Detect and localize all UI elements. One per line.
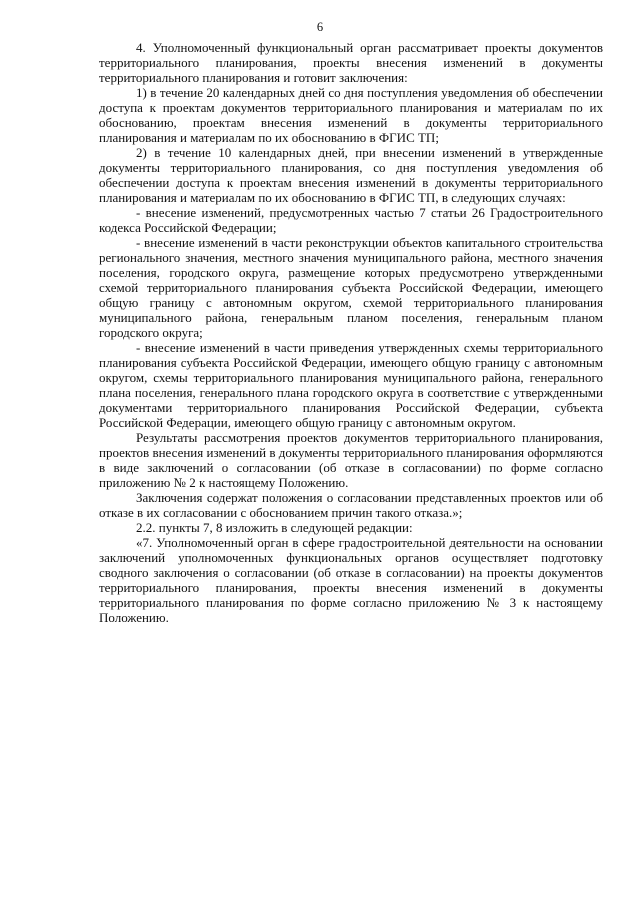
- paragraph-2-2: 2.2. пункты 7, 8 изложить в следующей редакции:: [136, 520, 413, 535]
- paragraph-7: «7. Уполномоченный орган в сфере градостроительной деятельности на основании заключений уполномоченных функциональных органов осуществляет подготовку сводного заключения о согласовании (об отказе в согласовании) на проекты документов территориального планирования, проекты внесения изменений в документы территориального планирования по форме согласно приложению № 3 к настоящему Положению.: [99, 535, 603, 625]
- page-number: 6: [316, 20, 324, 34]
- paragraph-results: Результаты рассмотрения проектов документов территориального планирования, проектов внесения изменений в документы территориального планирования оформляются в виде заключений о согласовании (об отказе в согласовании) по форме согласно приложению № 2 к настоящему Положению.: [99, 430, 603, 490]
- paragraph-item-1: 1) в течение 20 календарных дней со дня поступления уведомления об обеспечении доступа к проектам документов территориального планирования и материалам по их обоснованию, проектам внесения изменений в документы территориального планирования и материалам по их обоснованию в ФГИС ТП;: [99, 85, 603, 145]
- paragraph-conclusions: Заключения содержат положения о согласовании представленных проектов или об отказе в их согласовании с обоснованием причин такого отказа.»;: [99, 490, 603, 520]
- bullet-item-2: - внесение изменений в части реконструкции объектов капитального строительства регионального значения, местного значения муниципального района, местного значения поселения, городского округа, размещение которых предусмотрено утвержденными схемой территориального планирования субъекта Российской Федерации, имеющего общую границу с автономным округом, схемой территориального планирования муниципального района, генеральным планом поселения, генеральным планом городского округа;: [99, 235, 603, 340]
- bullet-item-3: - внесение изменений в части приведения утвержденных схемы территориального планирования субъекта Российской Федерации, имеющего общую границу с автономным округом, схемы территориального планирования муниципального района, генерального плана поселения, генерального плана городского округа в соответствие с утвержденными документами территориального планирования Российской Федерации, субъекта Российской Федерации, имеющего общую границу с автономным округом.: [99, 340, 603, 430]
- bullet-item-1: - внесение изменений, предусмотренных частью 7 статьи 26 Градостроительного кодекса Российской Федерации;: [99, 205, 603, 235]
- paragraph-item-2: 2) в течение 10 календарных дней, при внесении изменений в утвержденные документы территориального планирования, со дня поступления уведомления об обеспечении доступа к проектам внесения изменений в документы территориального планирования и материалам по их обоснованию в ФГИС ТП, в следующих случаях:: [99, 145, 603, 205]
- paragraph-4-intro: 4. Уполномоченный функциональный орган рассматривает проекты документов территориального планирования, проекты внесения изменений в документы территориального планирования и готовит заключения:: [99, 40, 603, 85]
- document-body: [99, 40, 603, 625]
